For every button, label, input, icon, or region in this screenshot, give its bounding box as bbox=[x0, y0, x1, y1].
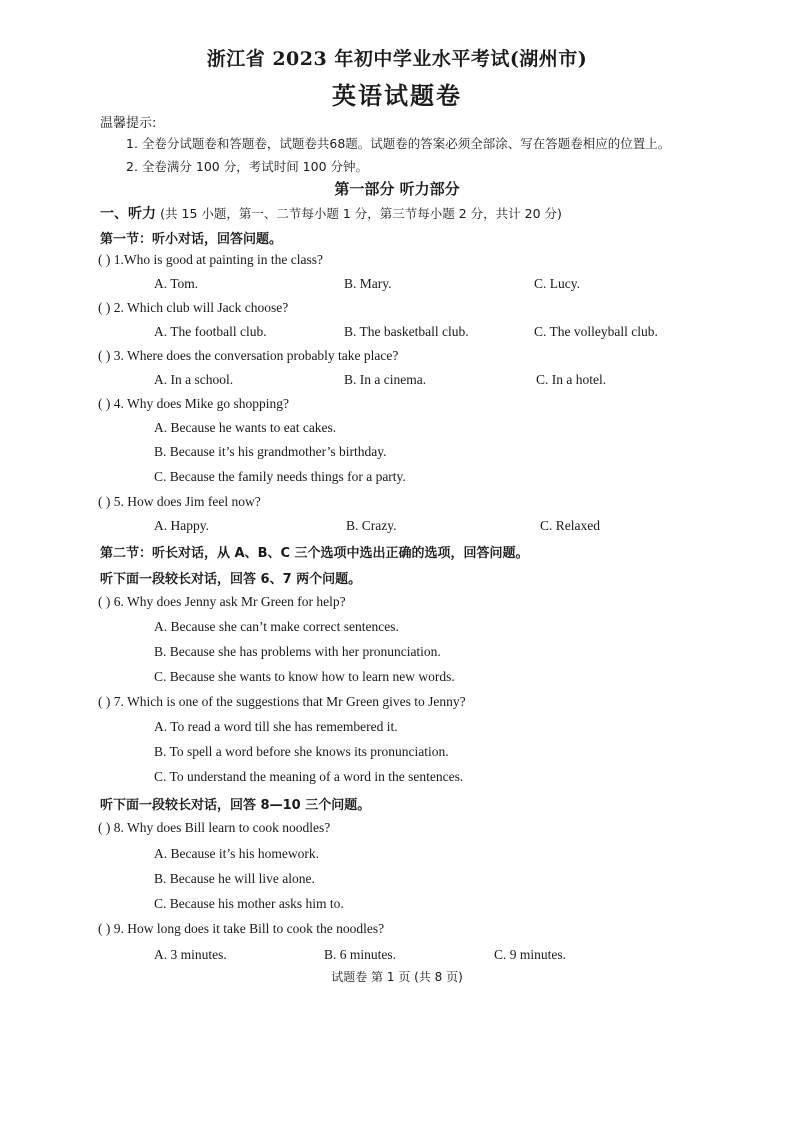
option-a: A. Because she can’t make correct sentences. bbox=[154, 619, 399, 634]
option-b: B. The basketball club. bbox=[344, 324, 469, 339]
question-text: 9. How long does it take Bill to cook the noodles? bbox=[113, 921, 385, 936]
option-a: A. To read a word till she has remembered it. bbox=[154, 719, 398, 734]
answer-paren: ( ) bbox=[98, 594, 111, 609]
question-item bbox=[98, 921, 384, 937]
answer-paren: ( ) bbox=[98, 396, 111, 411]
option-c: C. Because the family needs things for a party. bbox=[154, 469, 406, 484]
answer-paren: ( ) bbox=[98, 494, 111, 509]
instruction-q8-10: 听下面一段较长对话，回答 8—10 三个问题。 bbox=[100, 798, 371, 813]
option-b: B. Crazy. bbox=[346, 518, 397, 533]
question-item bbox=[98, 820, 330, 836]
answer-paren: ( ) bbox=[98, 348, 111, 363]
option-a: A. Happy. bbox=[154, 518, 209, 533]
option-a: A. Because he wants to eat cakes. bbox=[154, 420, 337, 435]
option-c: C. Because she wants to know how to learn new words. bbox=[154, 669, 455, 684]
question-item bbox=[98, 300, 288, 316]
section-heading-note: (共 15 小题，第一、二节每小题 1 分，第三节每小题 2 分，共计 20 分) bbox=[160, 206, 562, 221]
option-a: A. The football club. bbox=[154, 324, 267, 339]
question-text: 8. Why does Bill learn to cook noodles? bbox=[113, 820, 331, 835]
question-text: 1.Who is good at painting in the class? bbox=[113, 252, 323, 267]
question-text: 3. Where does the conversation probably take place? bbox=[113, 348, 399, 363]
option-c: C. In a hotel. bbox=[536, 372, 607, 387]
question-text: 6. Why does Jenny ask Mr Green for help? bbox=[113, 594, 346, 609]
instruction-q6-7: 听下面一段较长对话，回答 6、7 两个问题。 bbox=[100, 572, 362, 587]
option-b: B. In a cinema. bbox=[344, 372, 427, 387]
subsection-2-heading: 第二节：听长对话，从 A、B、C 三个选项中选出正确的选项，回答问题。 bbox=[100, 546, 529, 561]
option-a: A. Tom. bbox=[154, 276, 199, 291]
option-c: C. To understand the meaning of a word in the sentences. bbox=[154, 769, 464, 784]
question-item bbox=[98, 396, 289, 412]
question-item bbox=[98, 494, 261, 510]
question-item bbox=[98, 252, 323, 268]
option-b: B. 6 minutes. bbox=[324, 947, 397, 962]
answer-paren: ( ) bbox=[98, 921, 111, 936]
subsection-1-heading: 第一节：听小对话，回答问题。 bbox=[100, 232, 283, 247]
option-a: A. In a school. bbox=[154, 372, 234, 387]
option-b: B. Because she has problems with her pronunciation. bbox=[154, 644, 441, 659]
option-c: C. Because his mother asks him to. bbox=[154, 896, 344, 911]
question-text: 7. Which is one of the suggestions that Mr Green gives to Jenny? bbox=[113, 694, 466, 709]
option-c: C. Lucy. bbox=[534, 276, 580, 291]
option-b: B. Because he will live alone. bbox=[154, 871, 315, 886]
option-b: B. Mary. bbox=[344, 276, 392, 291]
option-a: A. Because it’s his homework. bbox=[154, 846, 319, 861]
option-c: C. Relaxed bbox=[540, 518, 600, 533]
option-b: B. Because it’s his grandmother’s birthday. bbox=[154, 444, 387, 459]
section-heading-label: 一、听力 bbox=[100, 206, 156, 222]
notice-item-2: 2. 全卷满分 100 分，考试时间 100 分钟。 bbox=[126, 159, 369, 174]
option-b: B. To spell a word before she knows its pronunciation. bbox=[154, 744, 449, 759]
page-footer: 试题卷 第 1 页 (共 8 页) bbox=[331, 970, 463, 984]
option-c: C. 9 minutes. bbox=[494, 947, 567, 962]
option-c: C. The volleyball club. bbox=[534, 324, 658, 339]
question-item bbox=[98, 594, 346, 610]
part-title: 第一部分 听力部分 bbox=[334, 180, 460, 198]
answer-paren: ( ) bbox=[98, 252, 111, 267]
exam-subtitle: 英语试题卷 bbox=[332, 81, 462, 110]
answer-paren: ( ) bbox=[98, 820, 111, 835]
question-text: 5. How does Jim feel now? bbox=[113, 494, 261, 509]
answer-paren: ( ) bbox=[98, 300, 111, 315]
section-heading bbox=[100, 203, 562, 223]
answer-paren: ( ) bbox=[98, 694, 111, 709]
question-item bbox=[98, 348, 398, 364]
exam-title: 浙江省 2023 年初中学业水平考试(湖州市) bbox=[206, 48, 588, 70]
question-text: 2. Which club will Jack choose? bbox=[113, 300, 289, 315]
option-a: A. 3 minutes. bbox=[154, 947, 227, 962]
notice-item-1: 1. 全卷分试题卷和答题卷，试题卷共68题。试题卷的答案必须全部涂、写在答题卷相应的位置上。 bbox=[126, 136, 671, 151]
notice-heading: 温馨提示: bbox=[100, 116, 157, 131]
question-item bbox=[98, 694, 466, 710]
question-text: 4. Why does Mike go shopping? bbox=[113, 396, 289, 411]
